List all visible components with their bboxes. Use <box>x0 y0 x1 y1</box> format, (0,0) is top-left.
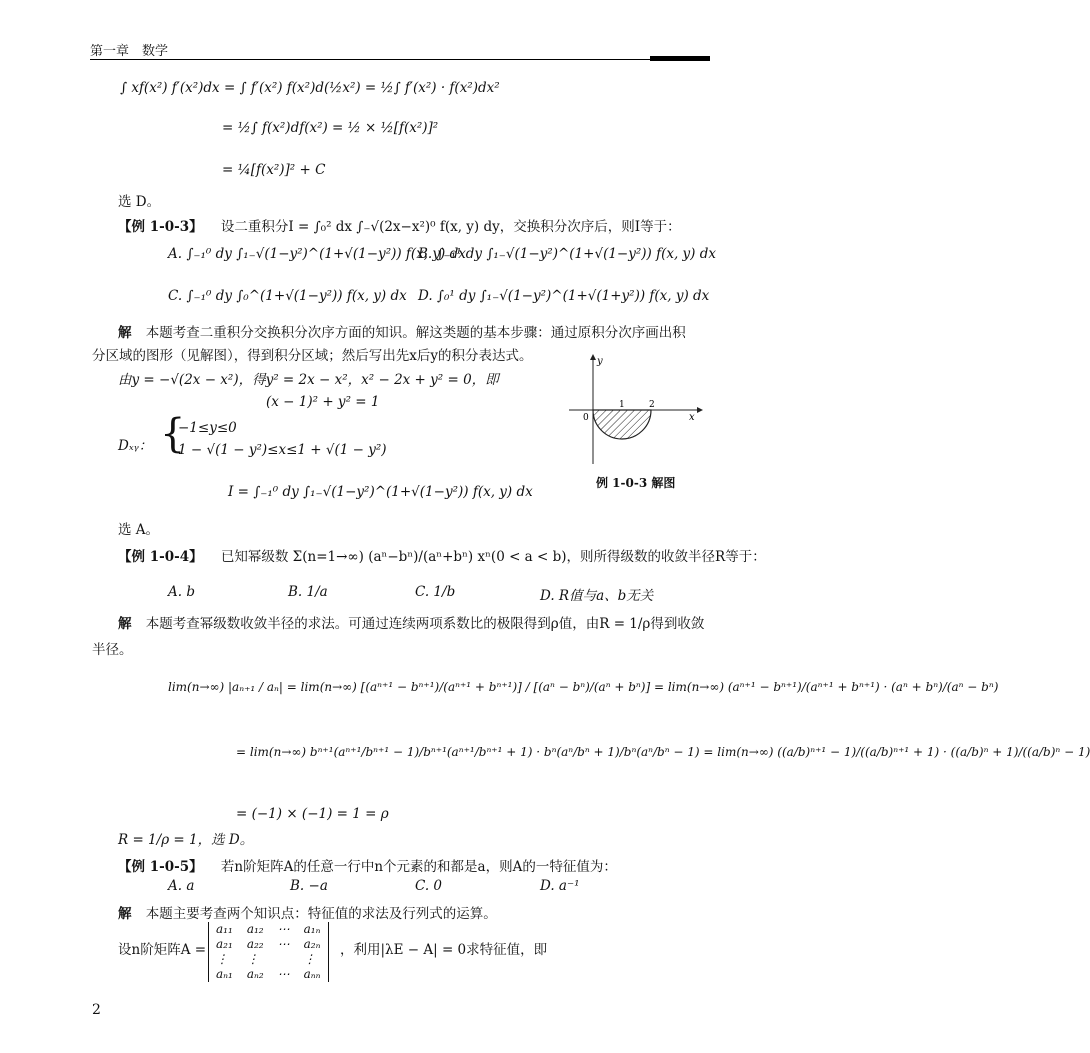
solution-text: 本题主要考查两个知识点：特征值的求法及行列式的运算。 <box>145 906 497 922</box>
matrix-cell: ⋮ <box>246 952 259 966</box>
integral-result: I = ∫₋₁⁰ dy ∫₁₋√(1−y²)^(1+√(1−y²)) f(x, y) dx <box>228 484 533 500</box>
x-arrow <box>697 407 703 413</box>
matrix-cell: ⋮ <box>303 952 316 966</box>
option-c: C. 1/b <box>415 584 456 600</box>
example-label: 【例 1-0-5】 <box>118 859 203 875</box>
matrix-cell: aₙ₂ <box>246 967 264 981</box>
option-d: D. ∫₀¹ dy ∫₁₋√(1−y²)^(1+√(1+y²)) f(x, y) dx <box>418 288 710 304</box>
domain-cond-1: −1≤y≤0 <box>178 420 237 436</box>
matrix-row <box>209 937 329 952</box>
option-d: D. a⁻¹ <box>540 878 580 894</box>
hatched-semicircle <box>593 410 651 439</box>
matrix-cell <box>271 952 297 967</box>
circle-equation: (x − 1)² + y² = 1 <box>266 394 380 410</box>
solution-step-1: 由y = −√(2x − x²)，得y² = 2x − x²，x² − 2x + y² = 0，即 <box>118 372 499 388</box>
option-b: B. −a <box>290 878 328 894</box>
option-a: A. a <box>168 878 195 894</box>
solution-1-0-3 <box>118 321 686 341</box>
matrix-cell: ⋮ <box>216 952 228 966</box>
matrix-cell: a₂₁ <box>216 937 233 951</box>
option-b: B. ∫₋₁¹ dy ∫₁₋√(1−y²)^(1+√(1−y²)) f(x, y) dx <box>418 246 716 262</box>
derivation-line-2: = ½∫ f(x²)df(x²) = ½ × ½[f(x²)]² <box>222 120 439 136</box>
matrix-cell: ⋯ <box>277 967 290 981</box>
matrix-row <box>209 952 329 967</box>
example-1-0-4 <box>118 545 766 565</box>
region-figure <box>565 352 705 470</box>
origin-label: 0 <box>583 413 589 423</box>
solution-label: 解 <box>118 906 132 922</box>
matrix-cell: aₙₙ <box>303 967 321 981</box>
domain-cond-2: 1 − √(1 − y²)≤x≤1 + √(1 − y²) <box>178 442 387 458</box>
limit-eq-2: = lim(n→∞) bⁿ⁺¹(aⁿ⁺¹/bⁿ⁺¹ − 1)/bⁿ⁺¹(aⁿ⁺¹/bⁿ⁺¹ + 1) · bⁿ(aⁿ/bⁿ + 1)/bⁿ(aⁿ/bⁿ − 1) = lim(n→∞) ((a/b)ⁿ⁺¹ − 1)/((a/b)ⁿ⁺¹ + 1) · ((a/b)ⁿ + 1)/((a/b)ⁿ − 1) <box>236 745 1090 759</box>
example-1-0-3 <box>118 215 681 235</box>
example-stem: 若n阶矩阵A的任意一行中n个元素的和都是a，则A的一特征值为： <box>220 859 617 875</box>
page-number: 2 <box>92 1002 101 1018</box>
example-1-0-4-answer: R = 1/ρ = 1，选 D。 <box>118 832 254 848</box>
option-c: C. ∫₋₁⁰ dy ∫₀^(1+√(1−y²)) f(x, y) dx <box>168 288 407 304</box>
option-c: C. 0 <box>415 878 443 894</box>
option-b: B. 1/a <box>288 584 328 600</box>
example-1-0-3-answer: 选 A。 <box>118 522 160 538</box>
solution-1-0-4 <box>118 612 704 632</box>
matrix-cell: a₂₂ <box>246 937 264 951</box>
matrix-intro: 设n阶矩阵A = <box>118 942 207 958</box>
matrix-tail: ，利用|λE − A| = 0求特征值，即 <box>340 942 548 958</box>
matrix-row <box>209 967 329 982</box>
example-stem: 设二重积分I = ∫₀² dx ∫₋√(2x−x²)⁰ f(x, y) dy，交换积分次序后，则I等于： <box>220 219 681 235</box>
header-rule <box>90 59 710 60</box>
solution-text-cont: 分区域的图形（见解图），得到积分区域；然后写出先x后y的积分表达式。 <box>92 348 533 364</box>
matrix-cell: ⋯ <box>277 937 290 951</box>
matrix-cell: a₂ₙ <box>303 937 321 951</box>
matrix-cell: aₙ₁ <box>216 967 233 981</box>
derivation-answer: 选 D。 <box>118 194 161 210</box>
matrix-cell: a₁₁ <box>216 922 233 936</box>
limit-eq-3: = (−1) × (−1) = 1 = ρ <box>236 806 389 822</box>
tick-1: 1 <box>619 400 625 410</box>
solution-text-cont: 半径。 <box>92 642 133 658</box>
option-a: A. b <box>168 584 195 600</box>
matrix-cell: a₁₂ <box>246 922 264 936</box>
example-label: 【例 1-0-4】 <box>118 549 203 565</box>
x-label: x <box>689 412 695 423</box>
domain-brace: { <box>160 411 186 457</box>
solution-1-0-5 <box>118 902 497 922</box>
matrix <box>208 922 329 982</box>
option-d: D. R值与a、b无关 <box>540 588 654 604</box>
matrix-cell: ⋯ <box>277 922 290 936</box>
matrix-table <box>208 922 329 982</box>
option-a: A. ∫₋₁⁰ dy ∫₁₋√(1−y²)^(1+√(1−y²)) f(x, y) dx <box>168 246 466 262</box>
solution-label: 解 <box>118 325 132 341</box>
tick-2: 2 <box>649 400 655 410</box>
header-bar <box>650 56 710 61</box>
y-arrow <box>590 354 596 360</box>
example-stem: 已知幂级数 Σ(n=1→∞) (aⁿ−bⁿ)/(aⁿ+bⁿ) xⁿ(0 < a < b)，则所得级数的收敛半径R等于： <box>220 549 766 565</box>
solution-label: 解 <box>118 616 132 632</box>
y-label: y <box>597 356 603 367</box>
domain-label: Dₓᵧ： <box>118 438 153 454</box>
derivation-line-1: ∫ xf(x²) f′(x²)dx = ∫ f′(x²) f(x²)d(½x²) = ½∫ f′(x²) · f(x²)dx² <box>120 80 500 96</box>
matrix-row <box>209 922 329 937</box>
matrix-cell: a₁ₙ <box>303 922 321 936</box>
example-1-0-5 <box>118 855 617 875</box>
limit-eq-1: lim(n→∞) |aₙ₊₁ / aₙ| = lim(n→∞) [(aⁿ⁺¹ − bⁿ⁺¹)/(aⁿ⁺¹ + bⁿ⁺¹)] / [(aⁿ − bⁿ)/(aⁿ + bⁿ)] = lim(n→∞) (aⁿ⁺¹ − bⁿ⁺¹)/(aⁿ⁺¹ + bⁿ⁺¹) · (aⁿ + bⁿ)/(aⁿ − bⁿ) <box>168 680 999 694</box>
running-header: 第一章 数学 <box>90 44 169 59</box>
solution-text: 本题考查幂级数收敛半径的求法。可通过连续两项系数比的极限得到ρ值，由R = 1/ρ得到收敛 <box>145 616 705 632</box>
example-label: 【例 1-0-3】 <box>118 219 203 235</box>
figure-caption: 例 1-0-3 解图 <box>596 476 676 490</box>
solution-text: 本题考查二重积分交换积分次序方面的知识。解这类题的基本步骤：通过原积分次序画出积 <box>145 325 686 341</box>
derivation-line-3: = ¼[f(x²)]² + C <box>222 162 326 178</box>
